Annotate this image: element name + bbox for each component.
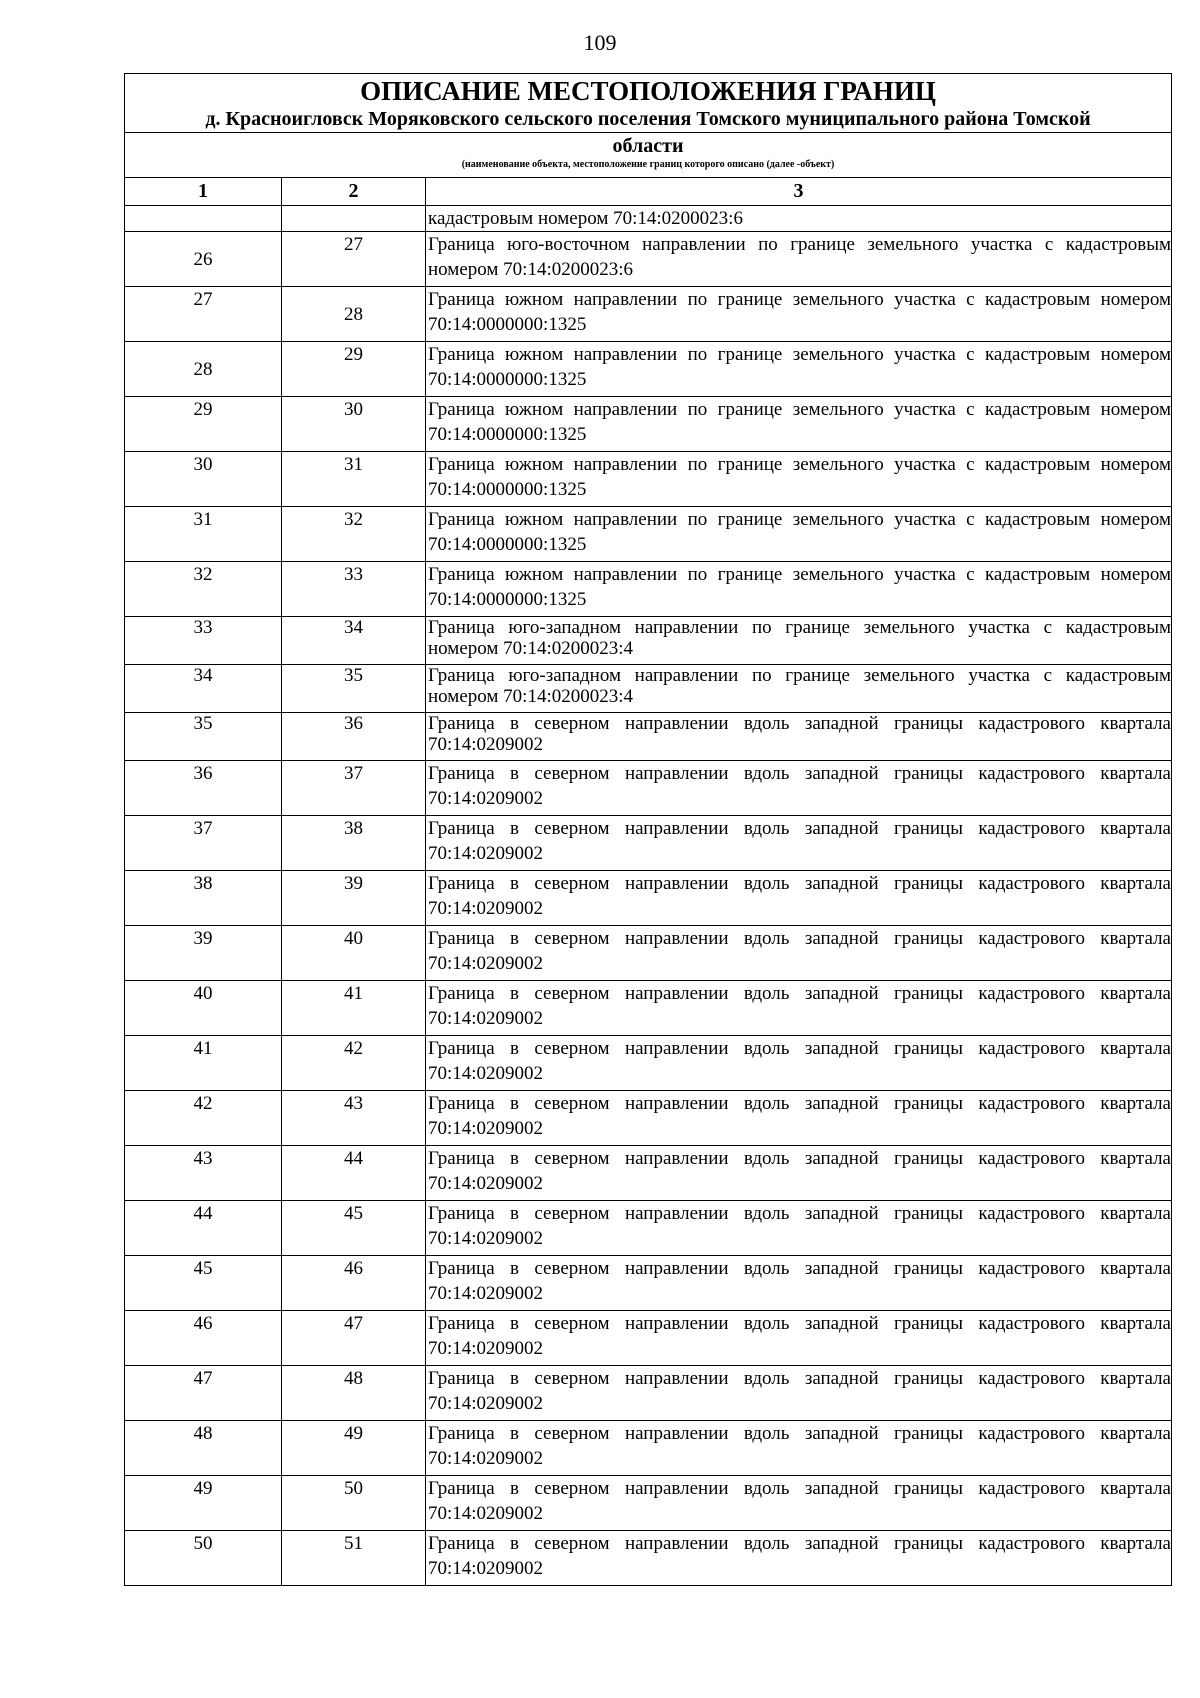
description-cell: кадастровым номером 70:14:0200023:6 — [426, 206, 1172, 232]
from-point-cell: 47 — [125, 1366, 282, 1421]
from-point-cell: 31 — [125, 507, 282, 562]
to-point-cell — [282, 206, 426, 232]
column-number-row — [125, 178, 1172, 206]
description-cell: Граница в северном направлении вдоль западной границы кадастрового квартала 70:14:0209002 — [426, 1311, 1172, 1366]
from-point-cell: 46 — [125, 1311, 282, 1366]
from-point-cell: 30 — [125, 452, 282, 507]
description-cell: Граница южном направлении по границе земельного участка с кадастровым номером 70:14:0000000:1325 — [426, 452, 1172, 507]
description-cell: Граница в северном направлении вдоль западной границы кадастрового квартала 70:14:0209002 — [426, 926, 1172, 981]
table-row — [125, 397, 1172, 452]
to-point-cell: 42 — [282, 1036, 426, 1091]
to-point-cell: 30 — [282, 397, 426, 452]
table-row — [125, 981, 1172, 1036]
to-point-cell: 45 — [282, 1201, 426, 1256]
table-row — [125, 1036, 1172, 1091]
description-cell: Граница юго-западном направлении по границе земельного участка с кадастровым номером 70:14:0200023:4 — [426, 665, 1172, 713]
object-name-line2: области — [125, 132, 1171, 159]
description-cell: Граница в северном направлении вдоль западной границы кадастрового квартала 70:14:0209002 — [426, 1421, 1172, 1476]
from-point-cell: 32 — [125, 562, 282, 617]
from-point-cell: 49 — [125, 1476, 282, 1531]
column-header-2: 2 — [282, 178, 426, 206]
to-point-cell: 44 — [282, 1146, 426, 1201]
to-point-cell: 38 — [282, 816, 426, 871]
table-header — [125, 74, 1172, 178]
from-point-cell: 40 — [125, 981, 282, 1036]
from-point-cell: 43 — [125, 1146, 282, 1201]
from-point-cell: 34 — [125, 665, 282, 713]
from-point-cell: 37 — [125, 816, 282, 871]
from-point-cell: 26 — [125, 232, 282, 287]
from-point-cell: 33 — [125, 617, 282, 665]
description-cell: Граница в северном направлении вдоль западной границы кадастрового квартала 70:14:0209002 — [426, 1036, 1172, 1091]
to-point-cell: 51 — [282, 1531, 426, 1586]
description-cell: Граница в северном направлении вдоль западной границы кадастрового квартала 70:14:0209002 — [426, 1531, 1172, 1586]
from-point-cell: 29 — [125, 397, 282, 452]
table-row — [125, 342, 1172, 397]
table-row — [125, 232, 1172, 287]
table-row — [125, 761, 1172, 816]
table-row — [125, 1091, 1172, 1146]
from-point-cell: 36 — [125, 761, 282, 816]
description-cell: Граница юго-западном направлении по границе земельного участка с кадастровым номером 70:14:0200023:4 — [426, 617, 1172, 665]
from-point-cell: 35 — [125, 713, 282, 761]
to-point-cell: 43 — [282, 1091, 426, 1146]
from-point-cell — [125, 206, 282, 232]
column-header-1: 1 — [125, 178, 282, 206]
to-point-cell: 48 — [282, 1366, 426, 1421]
description-cell: Граница в северном направлении вдоль западной границы кадастрового квартала 70:14:0209002 — [426, 713, 1172, 761]
from-point-cell: 48 — [125, 1421, 282, 1476]
table-row — [125, 507, 1172, 562]
table-row — [125, 452, 1172, 507]
table-row — [125, 1531, 1172, 1586]
page-number: 109 — [583, 30, 617, 55]
description-cell: Граница в северном направлении вдоль западной границы кадастрового квартала 70:14:0209002 — [426, 1476, 1172, 1531]
description-cell: Граница в северном направлении вдоль западной границы кадастрового квартала 70:14:0209002 — [426, 1146, 1172, 1201]
boundary-description-table — [124, 73, 1172, 1586]
to-point-cell: 27 — [282, 232, 426, 287]
from-point-cell: 28 — [125, 342, 282, 397]
to-point-cell: 40 — [282, 926, 426, 981]
to-point-cell: 32 — [282, 507, 426, 562]
description-cell: Граница южном направлении по границе земельного участка с кадастровым номером 70:14:0000000:1325 — [426, 342, 1172, 397]
description-cell: Граница южном направлении по границе земельного участка с кадастровым номером 70:14:0000000:1325 — [426, 397, 1172, 452]
from-point-cell: 44 — [125, 1201, 282, 1256]
table-row — [125, 562, 1172, 617]
to-point-cell: 35 — [282, 665, 426, 713]
to-point-cell: 34 — [282, 617, 426, 665]
to-point-cell: 28 — [282, 287, 426, 342]
table-row — [125, 1256, 1172, 1311]
to-point-cell: 31 — [282, 452, 426, 507]
table-row — [125, 713, 1172, 761]
object-name-line1: д. Красноигловск Моряковского сельского поселения Томского муниципального района Томской — [205, 108, 1091, 130]
to-point-cell: 39 — [282, 871, 426, 926]
description-cell: Граница в северном направлении вдоль западной границы кадастрового квартала 70:14:0209002 — [426, 1366, 1172, 1421]
table-row — [125, 617, 1172, 665]
to-point-cell: 37 — [282, 761, 426, 816]
description-cell: Граница в северном направлении вдоль западной границы кадастрового квартала 70:14:0209002 — [426, 1201, 1172, 1256]
table-row — [125, 816, 1172, 871]
description-cell: Граница в северном направлении вдоль западной границы кадастрового квартала 70:14:0209002 — [426, 981, 1172, 1036]
description-cell: Граница в северном направлении вдоль западной границы кадастрового квартала 70:14:0209002 — [426, 1091, 1172, 1146]
table-header-row — [125, 74, 1172, 178]
to-point-cell: 50 — [282, 1476, 426, 1531]
from-point-cell: 41 — [125, 1036, 282, 1091]
to-point-cell: 41 — [282, 981, 426, 1036]
to-point-cell: 46 — [282, 1256, 426, 1311]
description-cell: Граница южном направлении по границе земельного участка с кадастровым номером 70:14:0000000:1325 — [426, 562, 1172, 617]
to-point-cell: 33 — [282, 562, 426, 617]
document-title: ОПИСАНИЕ МЕСТОПОЛОЖЕНИЯ ГРАНИЦ — [360, 76, 936, 106]
description-cell: Граница в северном направлении вдоль западной границы кадастрового квартала 70:14:0209002 — [426, 761, 1172, 816]
object-name-caption: (наименование объекта, местоположение границ которого описано (далее -объект) — [461, 159, 835, 170]
to-point-cell: 47 — [282, 1311, 426, 1366]
from-point-cell: 27 — [125, 287, 282, 342]
to-point-cell: 49 — [282, 1421, 426, 1476]
description-cell: Граница в северном направлении вдоль западной границы кадастрового квартала 70:14:0209002 — [426, 871, 1172, 926]
table-row — [125, 287, 1172, 342]
table-row — [125, 926, 1172, 981]
to-point-cell: 36 — [282, 713, 426, 761]
description-cell: Граница юго-восточном направлении по границе земельного участка с кадастровым номером 70:14:0200023:6 — [426, 232, 1172, 287]
from-point-cell: 39 — [125, 926, 282, 981]
to-point-cell: 29 — [282, 342, 426, 397]
from-point-cell: 38 — [125, 871, 282, 926]
table-row — [125, 871, 1172, 926]
table-row — [125, 206, 1172, 232]
from-point-cell: 50 — [125, 1531, 282, 1586]
boundary-table-container — [124, 73, 1171, 1586]
table-row — [125, 1476, 1172, 1531]
from-point-cell: 45 — [125, 1256, 282, 1311]
description-cell: Граница в северном направлении вдоль западной границы кадастрового квартала 70:14:0209002 — [426, 1256, 1172, 1311]
description-cell: Граница в северном направлении вдоль западной границы кадастрового квартала 70:14:0209002 — [426, 816, 1172, 871]
table-row — [125, 1421, 1172, 1476]
description-cell: Граница южном направлении по границе земельного участка с кадастровым номером 70:14:0000000:1325 — [426, 287, 1172, 342]
table-row — [125, 1366, 1172, 1421]
description-cell: Граница южном направлении по границе земельного участка с кадастровым номером 70:14:0000000:1325 — [426, 507, 1172, 562]
table-row — [125, 1146, 1172, 1201]
from-point-cell: 42 — [125, 1091, 282, 1146]
column-header-3: 3 — [426, 178, 1172, 206]
table-row — [125, 1201, 1172, 1256]
table-row — [125, 1311, 1172, 1366]
table-row — [125, 665, 1172, 713]
